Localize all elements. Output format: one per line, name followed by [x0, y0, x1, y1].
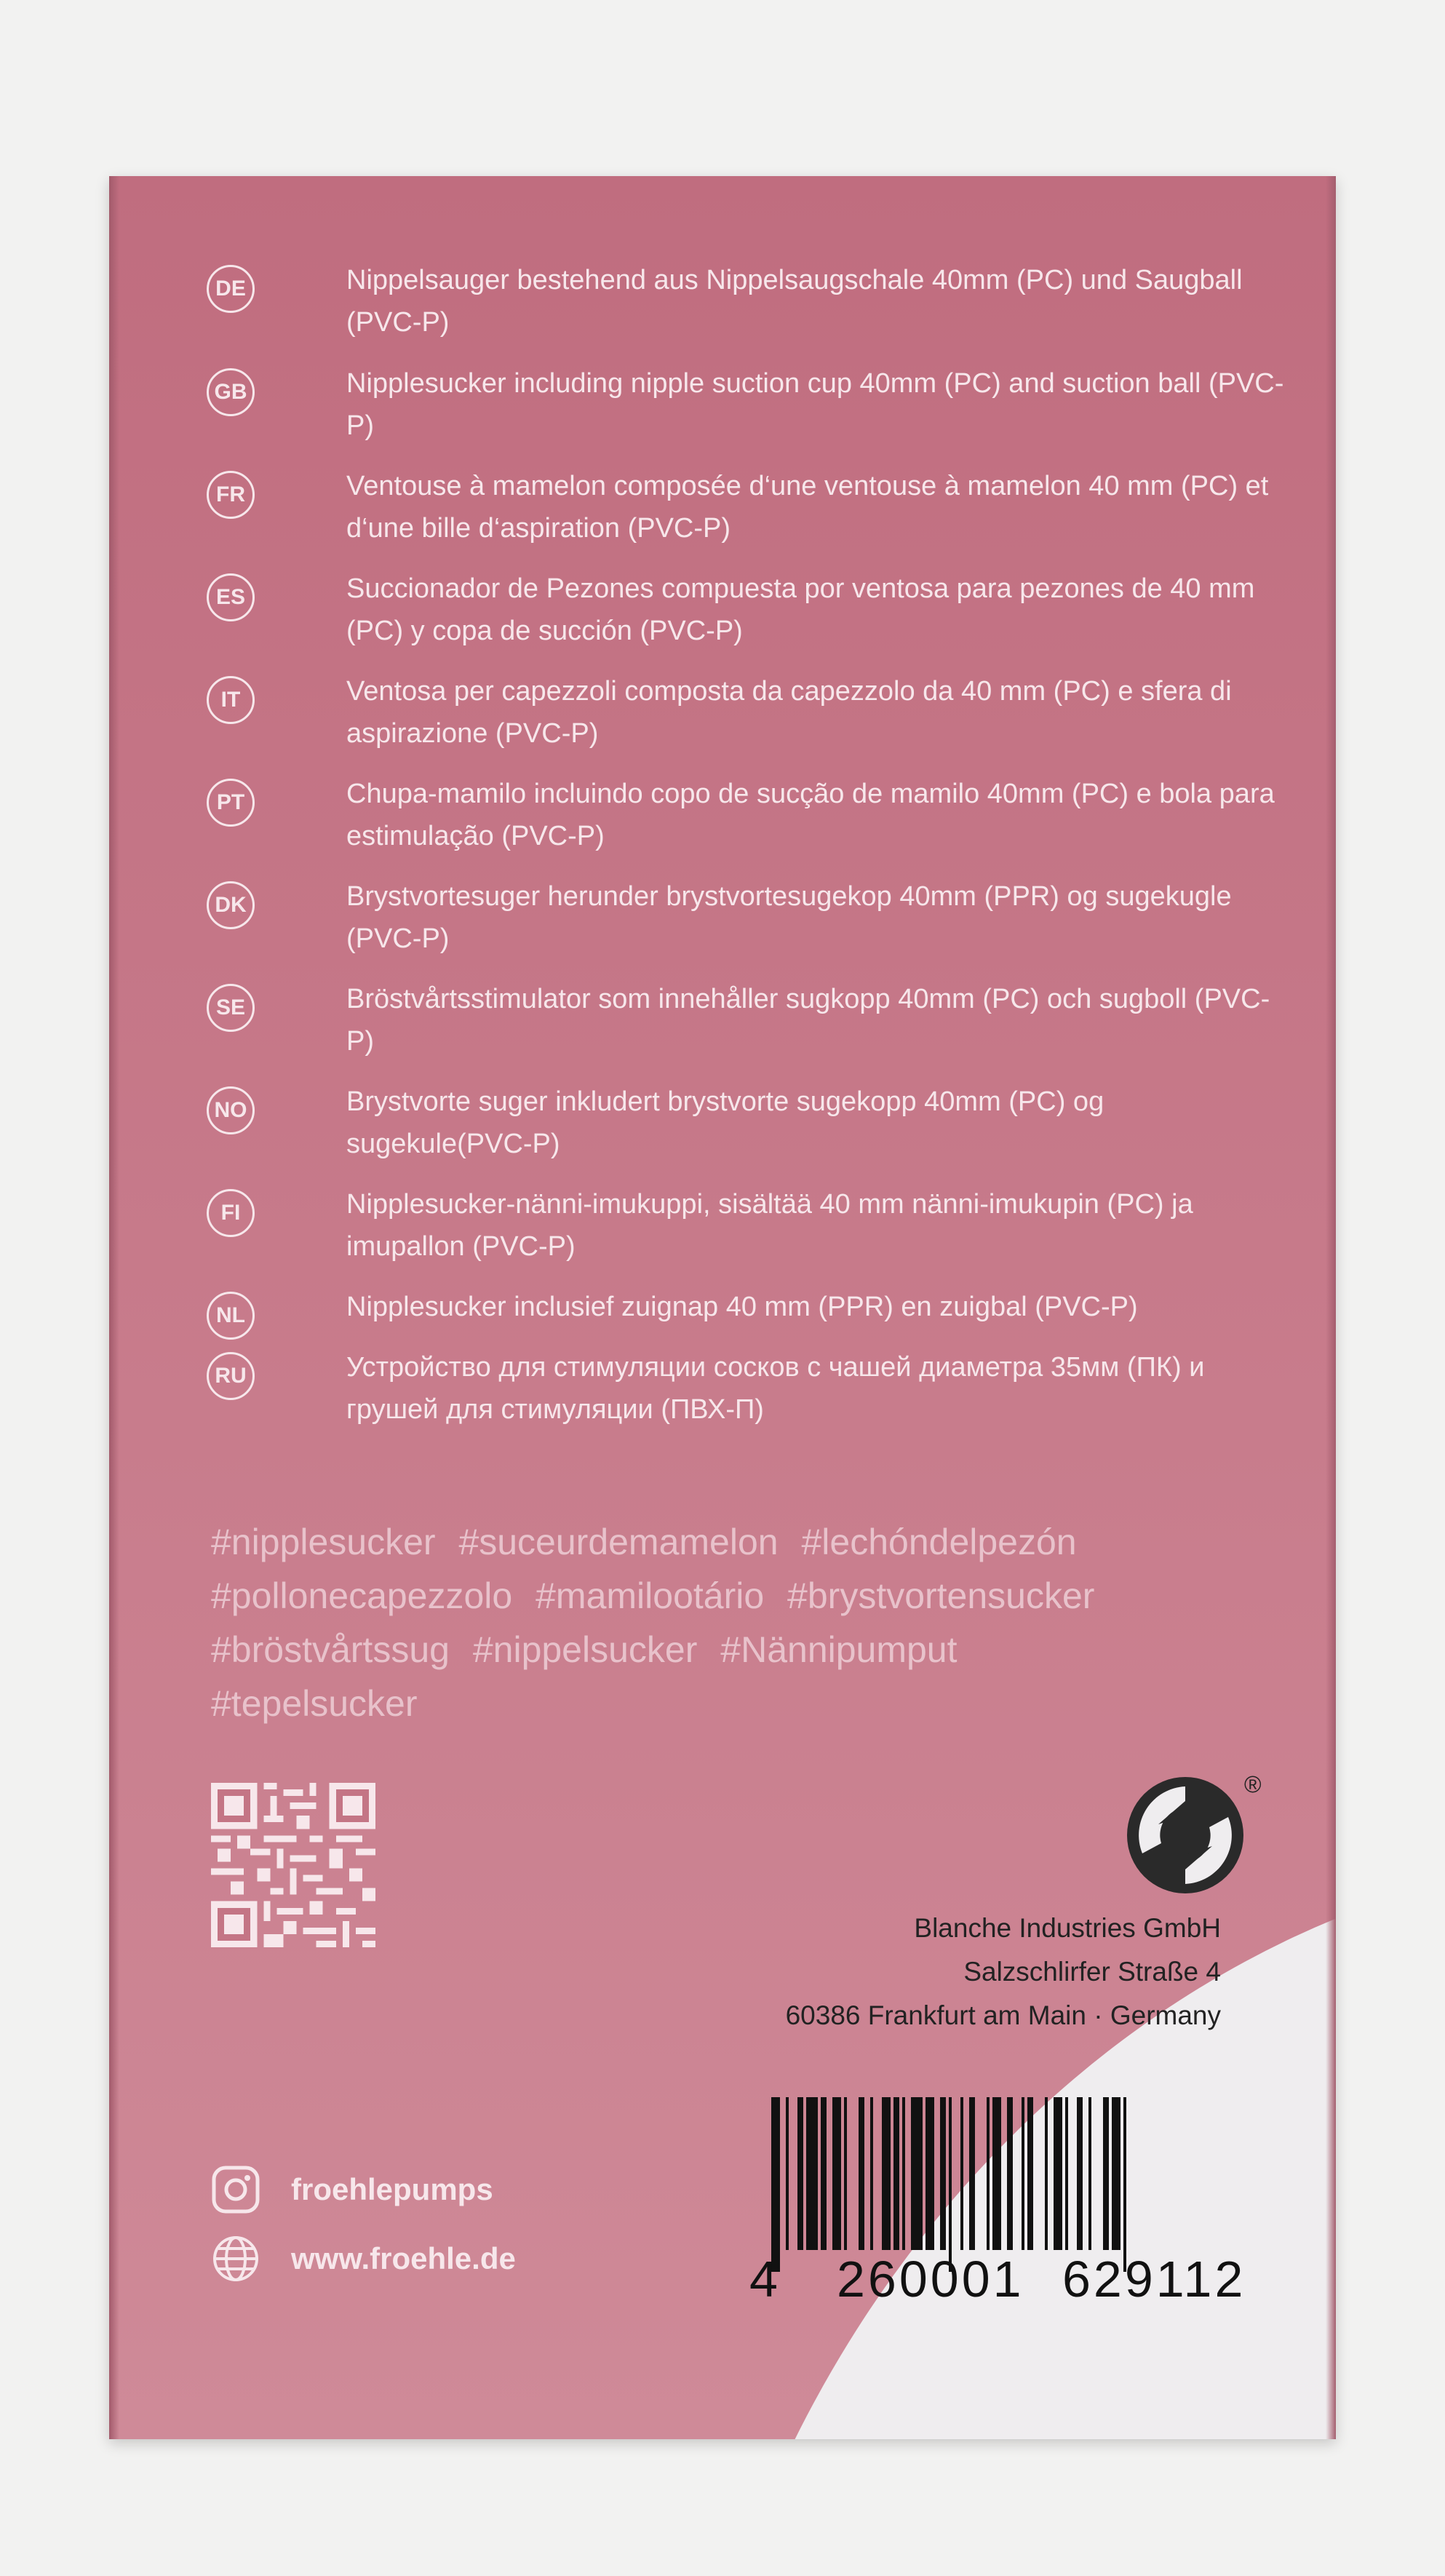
list-item	[207, 780, 1298, 883]
language-badge: RU	[207, 1352, 255, 1400]
language-text: Bröstvårtsstimulator som innehåller sugkopp 40mm (PC) och sugboll (PVC-P)	[346, 984, 1270, 1057]
language-text: Chupa-mamilo incluindo copo de sucção de mamilo 40mm (PC) e bola para estimulação (PVC-P)	[346, 779, 1275, 851]
address-line: 60386 Frankfurt am Main · Germany	[785, 2000, 1221, 2030]
list-item	[207, 1088, 1298, 1190]
box-edge-right	[1326, 176, 1336, 2439]
language-badge: NO	[207, 1086, 255, 1134]
box-edge-left	[109, 176, 119, 2439]
website-row[interactable]	[211, 2234, 516, 2283]
green-dot-recycle-icon	[1123, 1773, 1247, 1897]
barcode-bar	[911, 2097, 923, 2250]
globe-icon	[211, 2234, 260, 2283]
instagram-icon	[211, 2165, 260, 2214]
barcode	[749, 2097, 1288, 2315]
barcode-left-group: 260001	[837, 2251, 1024, 2307]
barcode-bar	[1112, 2097, 1120, 2250]
barcode-bar	[1022, 2097, 1024, 2250]
barcode-bar	[821, 2097, 827, 2250]
language-badge: NL	[207, 1292, 255, 1340]
barcode-bar	[870, 2097, 873, 2250]
list-item	[207, 883, 1298, 985]
barcode-bar	[969, 2097, 975, 2250]
list-item	[207, 1190, 1298, 1293]
language-text: Nipplesucker-nänni-imukuppi, sisältää 40 mm nänni-imukupin (PC) ja imupallon (PVC-P)	[346, 1189, 1193, 1262]
barcode-bar	[925, 2097, 934, 2250]
language-text: Brystvortesuger herunder brystvortesugekop 40mm (PPR) og sugekugle (PVC-P)	[346, 881, 1232, 954]
barcode-bar	[902, 2097, 905, 2250]
address-line: Salzschlirfer Straße 4	[963, 1957, 1221, 1987]
list-item	[207, 266, 1298, 370]
language-text: Nippelsauger bestehend aus Nippelsaugschale 40mm (PC) und Saugball (PVC-P)	[346, 265, 1243, 338]
barcode-bar	[806, 2097, 818, 2250]
barcode-bar	[960, 2097, 963, 2250]
barcode-bar	[1077, 2097, 1083, 2250]
list-item	[207, 370, 1298, 472]
hashtag: #nippelsucker	[472, 1629, 698, 1670]
barcode-bar	[949, 2097, 952, 2272]
barcode-first-digit: 4	[749, 2251, 778, 2307]
hashtag: #nipplesucker	[211, 1522, 436, 1562]
barcode-bar	[987, 2097, 990, 2250]
barcode-digits	[749, 2250, 1288, 2308]
language-badge: SE	[207, 984, 255, 1032]
language-badge: PT	[207, 779, 255, 827]
barcode-bar	[1007, 2097, 1013, 2250]
language-badge: DE	[207, 265, 255, 313]
instagram-row[interactable]	[211, 2165, 493, 2214]
list-item	[207, 472, 1298, 575]
barcode-bar	[1088, 2097, 1091, 2250]
barcode-bar	[844, 2097, 847, 2250]
website-link[interactable]: www.froehle.de	[291, 2241, 516, 2275]
barcode-bar	[1123, 2097, 1126, 2272]
barcode-bar	[797, 2097, 803, 2250]
language-list	[207, 266, 1298, 1456]
language-badge: GB	[207, 368, 255, 416]
barcode-bar	[859, 2097, 864, 2250]
barcode-bar	[882, 2097, 891, 2250]
list-item	[207, 1353, 1298, 1456]
hashtags	[211, 1515, 1230, 1730]
hashtag: #lechóndelpezón	[801, 1522, 1077, 1562]
language-badge: DK	[207, 881, 255, 929]
barcode-bar	[786, 2097, 789, 2250]
registered-mark: ®	[1244, 1771, 1262, 1797]
barcode-bar	[940, 2097, 946, 2250]
list-item	[207, 1293, 1298, 1353]
barcode-bar	[832, 2097, 841, 2250]
barcode-bar	[1027, 2097, 1033, 2250]
hashtag: #suceurdemamelon	[458, 1522, 779, 1562]
list-item	[207, 677, 1298, 780]
language-text: Nipplesucker including nipple suction cup 40mm (PC) and suction ball (PVC-P)	[346, 368, 1284, 441]
package-back	[109, 176, 1336, 2439]
barcode-bars	[749, 2097, 1288, 2272]
language-text: Ventouse à mamelon composée d‘une ventouse à mamelon 40 mm (PC) et d‘une bille d‘aspiration (PVC-P)	[346, 471, 1269, 544]
list-item	[207, 985, 1298, 1088]
language-badge: FR	[207, 471, 255, 519]
barcode-right-group: 629112	[1062, 2251, 1246, 2307]
barcode-bar	[893, 2097, 899, 2250]
language-text: Ventosa per capezzoli composta da capezzolo da 40 mm (PC) e sfera di aspirazione (PVC-P)	[346, 676, 1232, 749]
hashtag: #tepelsucker	[211, 1683, 418, 1724]
language-text: Устройство для стимуляции сосков с чашей диаметра 35мм (ПК) и грушей для стимуляции (ПВХ-П)	[346, 1352, 1205, 1425]
hashtag: #brystvortensucker	[787, 1575, 1095, 1616]
barcode-bar	[992, 2097, 1001, 2250]
list-item	[207, 575, 1298, 677]
barcode-bar	[1054, 2097, 1062, 2250]
hashtag: #bröstvårtssug	[211, 1629, 450, 1670]
language-text: Succionador de Pezones compuesta por ventosa para pezones de 40 mm (PC) y copa de succión (PVC-P)	[346, 573, 1255, 646]
barcode-bar	[1065, 2097, 1068, 2250]
language-badge: ES	[207, 573, 255, 621]
language-text: Nipplesucker inclusief zuignap 40 mm (PPR) en zuigbal (PVC-P)	[346, 1292, 1138, 1322]
hashtag: #Nännipumput	[720, 1629, 958, 1670]
instagram-handle[interactable]: froehlepumps	[291, 2172, 493, 2206]
language-badge: IT	[207, 676, 255, 724]
language-text: Brystvorte suger inkludert brystvorte sugekopp 40mm (PC) og sugekule(PVC-P)	[346, 1086, 1104, 1159]
address-line: Blanche Industries GmbH	[914, 1913, 1221, 1943]
hashtag: #mamilootário	[536, 1575, 765, 1616]
manufacturer-address	[786, 1907, 1221, 2038]
barcode-bar	[771, 2097, 780, 2272]
language-badge: FI	[207, 1189, 255, 1237]
hashtag: #pollonecapezzolo	[211, 1575, 513, 1616]
barcode-bar	[1045, 2097, 1048, 2250]
barcode-bar	[1103, 2097, 1109, 2250]
qr-code[interactable]	[211, 1783, 375, 1947]
